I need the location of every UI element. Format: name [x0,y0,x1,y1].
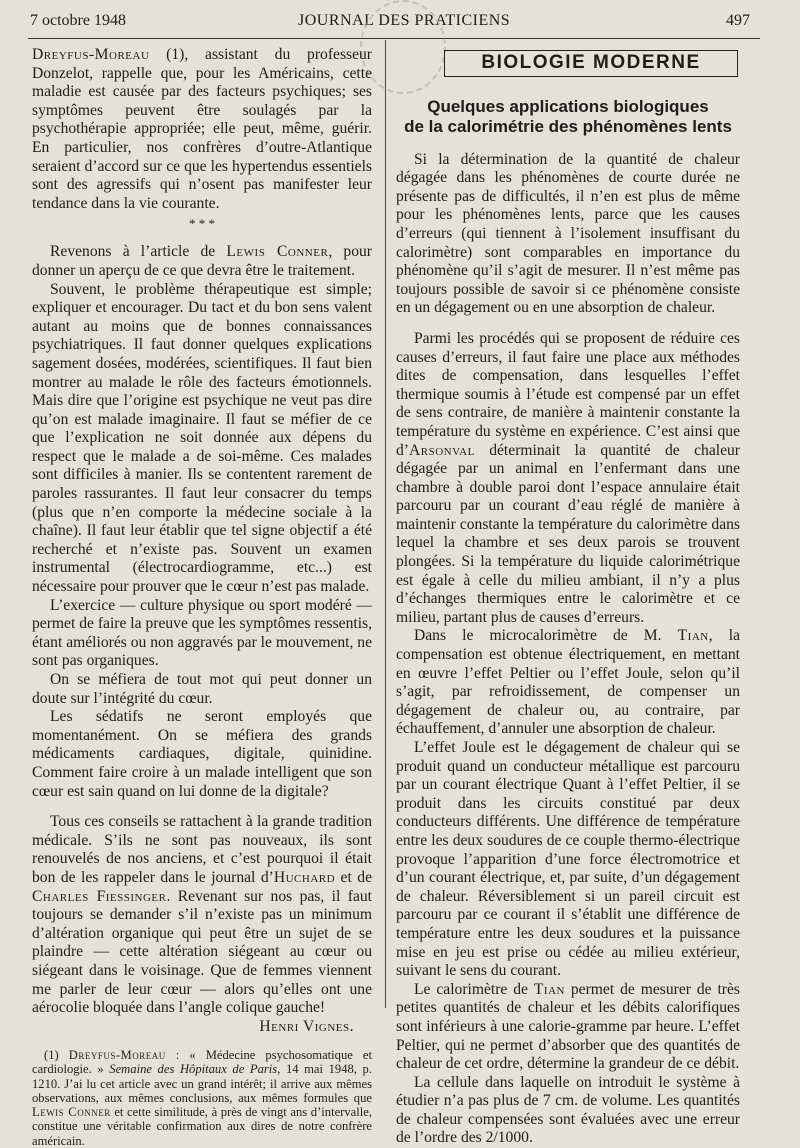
section-heading: BIOLOGIE MODERNE [444,50,738,77]
paragraph: Dans le microcalorimètre de M. Tian, la compensation est obtenue électriquement, en mettant en œuvre l’effet Peltier ou l’effet Joule, selon qu’il s’agit, par refroidissement, de compenser un dégagement de chaleur ou, au contraire, par échauffement, d’annuler une absorption de chaleur. [396,627,740,738]
paragraph: L’effet Joule est le dégagement de chaleur qui se produit quand un conducteur métallique est parcouru par un courant électrique Quant à l’effet Peltier, il se produit dans les circuits constitué par deux conducteurs différents. Une différence de température entre les deux soudures de ce couple thermo-électrique provoque l’apparition d’une force électromotrice et d’un courant électrique, et, par suite, d’un dégagement de chaleur. Réversiblement si un pareil circuit est parcouru par ce courant il s’établit une différence de température entre les deux soudures et la puissance mise en jeu est prise ou cédée au milieu extérieur, suivant le sens du courant. [396,739,740,980]
author-name: Arsonval [409,441,475,459]
author-name: Huchard [273,868,336,886]
paragraph: Dreyfus-Moreau (1), assistant du professeur Donzelot, rappelle que, pour les Américains, cette maladie est causée par des facteurs psychiques; ses symptômes peuvent être soulagés par la psychothérapie appropriée; elle peut, même, guérir. En particulier, nos confrères d’outre-Atlantique seraient d’accord sur ce que les hypertendus essentiels sont des agressifs qui n’osent pas manifester leur tendance dans la vie courante. [32,46,372,212]
footnote: (1) Dreyfus-Moreau : « Médecine psychosomatique et cardiologie. » Semaine des Hôpitaux de Paris, 14 mai 1948, p. 1210. J’ai lu cet article avec un grand intérêt; il arrive aux mêmes observations, aux mêmes conclusions, aux mêmes formules que Lewis Conner et cette similitude, à près de vingt ans d’intervalle, constitue une véritable confirmation aux dires de notre confrère américain. [32,1048,372,1148]
paragraph: Tous ces conseils se rattachent à la grande tradition médicale. S’ils ne sont pas nouveaux, ils sont renouvelés de nos anciens, et c’est pourquoi il était bon de les rappeler dans le journal d’Huchard et de Charles Fiessinger. Revenant sur nos pas, il faut toujours se demander s’il n’existe pas un minimum d’altération organique qui peut être un sujet de se plaindre — cette altération siégeant au cœur ou siégeant dans le voisinage. Que de femmes viennent me parler de leur cœur — alors qu’elles ont une aérocolie bloquée dans l’angle colique gauche! [32,813,372,1017]
left-column [32,46,372,1148]
paragraph: L’exercice — culture physique ou sport modéré — permet de faire la preuve que les symptômes ressentis, étant améliorés ou non aggravés par le mouvement, ne sont pas organiques. [32,596,372,670]
paragraph: Les sédatifs ne seront employés que momentanément. On se méfiera des grands médicaments cardiaques, digitale, quinidine. Comment faire croire à un malade intelligent que son cœur est sain quand on lui donne de la digitale? [32,708,372,800]
column-divider [385,40,386,1008]
author-name: Charles Fiessinger [32,887,167,905]
right-column [396,46,740,1148]
author-name: Lewis Conner [226,243,329,261]
paragraph: On se méfiera de tout mot qui peut donner un doute sur l’intégrité du cœur. [32,671,372,707]
signature: Henri Vignes. [259,1017,354,1035]
page-number: 497 [726,12,750,29]
author-name: Dreyfus-Moreau [32,46,150,63]
paragraph: Parmi les procédés qui se proposent de réduire ces causes d’erreurs, il faut faire une place aux méthodes dites de compensation, dans lesquelles l’effet thermique soumis à l’étude est compensé par un effet de sens contraire, de manière à maintenir constante la température du système en expérience. C’est ainsi que d’Arsonval déterminait la quantité de chaleur dégagée par un animal en l’enfermant dans une chambre à double paroi dont l’espace annulaire était parcouru par un courant d’eau réglé de manière à maintenir constante la température du calorimètre dans lequel la chambre et ses deux parois se trouvent plongées. Si la température du liquide calorimétrique est égale à celle du milieu ambiant, il n’y a plus d’échanges thermiques entre le calorimètre et ce milieu, partant plus de causes d’erreurs. [396,329,740,626]
section-break-stars: * * * [189,216,215,232]
paragraph: Le calorimètre de Tian permet de mesurer de très petites quantités de chaleur et les débits calorifiques sont inférieurs à une calorie-gramme par heure. L’effet Peltier, qui ne permet d’absorber que des quantités de chaleur de cet ordre, détermine la grandeur de ce débit. [396,980,740,1073]
paragraph: Revenons à l’article de Lewis Conner, pour donner un aperçu de ce que devra être le traitement. [32,243,372,279]
author-name: Tian [677,627,709,645]
journal-title: JOURNAL DES PRATICIENS [298,12,511,29]
paragraph: Si la détermination de la quantité de chaleur dégagée dans les phénomènes de courte durée ne présente pas de difficultés, il n’en est plus de même pour les phénomènes lents, parce que les causes d’erreurs (qui tiennent à l’isolement insuffisant du calorimètre) sont comparables en importance du phénomène qu’il s’agit de mesurer. Il n’est même pas toujours possible de savoir si ce phénomène consiste en un dégagement ou en une absorption de chaleur. [396,150,740,317]
article-title: Quelques applications biologiques de la calorimétrie des phénomènes lents [404,96,732,136]
paragraph: Souvent, le problème thérapeutique est simple; expliquer et encourager. Du tact et du bon sens valent autant au moins que de bonnes connaissances psychiatriques. Il faut donner quelques explications sagement dosées, modérées, scientifiques. Il faut bien montrer au malade le rôle des facteurs émotionnels. Mais dire que l’origine est psychique ne veut pas dire qu’on est malade imaginaire. Il faut se méfier de ce que l’explication ne soit donnée aux dépens du respect que le malade a de soi-même. Ces malades sont difficiles à manier. Ils se contentent rarement de paroles rassurantes. Il faut leur consacrer du temps (plus que n’en comporte la médecine sociale à la chaîne). Il faut leur établir que tel signe objectif a été recherché et n’existe pas. Souvent un examen instrumental (électrocardiogramme, etc...) est nécessaire pour prouver que le cœur n’est pas malade. [32,280,372,596]
paragraph: La cellule dans laquelle on introduit le système à étudier n’a pas plus de 7 cm. de volume. Les quantités de chaleur compensées sont évaluées avec une erreur de l’ordre des 2/1000. [396,1073,740,1147]
author-name: Tian [533,980,565,998]
issue-date: 7 octobre 1948 [30,12,126,29]
